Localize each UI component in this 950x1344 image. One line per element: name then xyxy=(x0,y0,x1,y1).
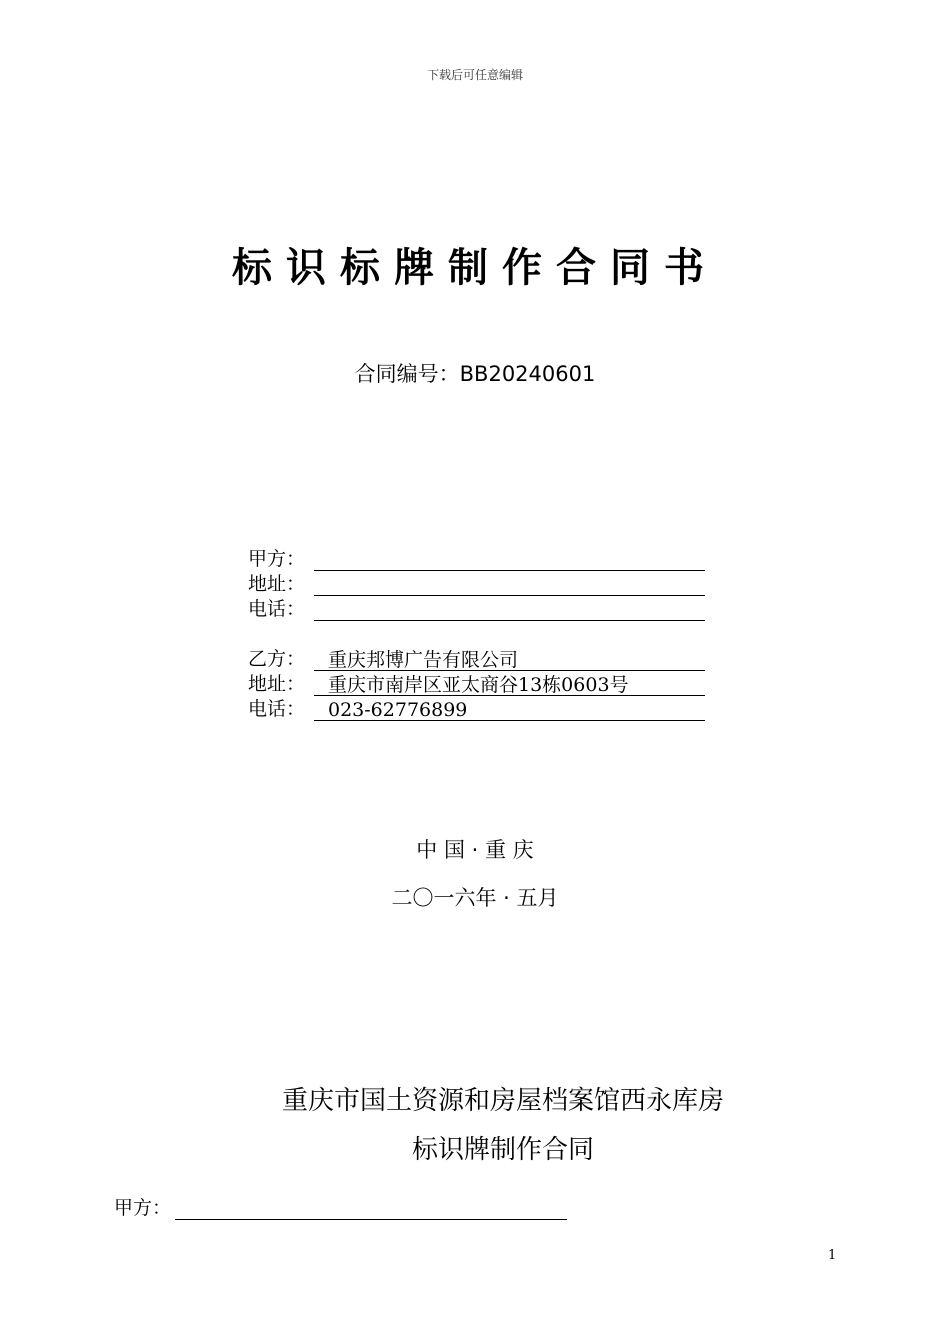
party-a-address-row xyxy=(248,571,705,596)
location: 中 国 · 重 庆 xyxy=(416,838,534,862)
party-a-name-field[interactable] xyxy=(314,549,705,571)
bottom-party-a-label: 甲方： xyxy=(114,1197,172,1219)
subject-line-2: 标识牌制作合同 xyxy=(411,1135,594,1165)
party-b-address-label: 地址： xyxy=(248,673,306,695)
party-a-address-label: 地址： xyxy=(248,573,306,595)
bottom-party-a-field[interactable] xyxy=(175,1197,567,1220)
date: 二〇一六年 · 五月 xyxy=(391,886,559,910)
party-a-phone-label: 电话： xyxy=(248,598,306,620)
page-number: 1 xyxy=(828,1248,837,1263)
subject-line-1: 重庆市国土资源和房屋档案馆西永库房 xyxy=(281,1086,724,1116)
contract-number: 合同编号：BB20240601 xyxy=(354,362,596,386)
page-header: 下载后可任意编辑 xyxy=(426,68,523,82)
party-a-name-label: 甲方： xyxy=(248,548,306,570)
party-a-name-row xyxy=(248,546,705,571)
party-b-phone-field: 023-62776899 xyxy=(314,699,705,721)
party-b-name-field: 重庆邦博广告有限公司 xyxy=(314,649,705,671)
party-a-phone-row xyxy=(248,596,705,621)
party-a-phone-field[interactable] xyxy=(314,599,705,621)
party-b-address-row xyxy=(248,671,705,696)
party-b-name-row xyxy=(248,646,705,671)
party-b-address-field: 重庆市南岸区亚太商谷13栋0603号 xyxy=(314,674,705,696)
bottom-party-a-row xyxy=(114,1196,567,1220)
party-a-address-field[interactable] xyxy=(314,574,705,596)
party-b-name-label: 乙方： xyxy=(248,648,306,670)
document-title: 标识标牌制作合同书 xyxy=(232,245,718,291)
party-b-phone-label: 电话： xyxy=(248,698,306,720)
party-b-phone-row xyxy=(248,696,705,721)
